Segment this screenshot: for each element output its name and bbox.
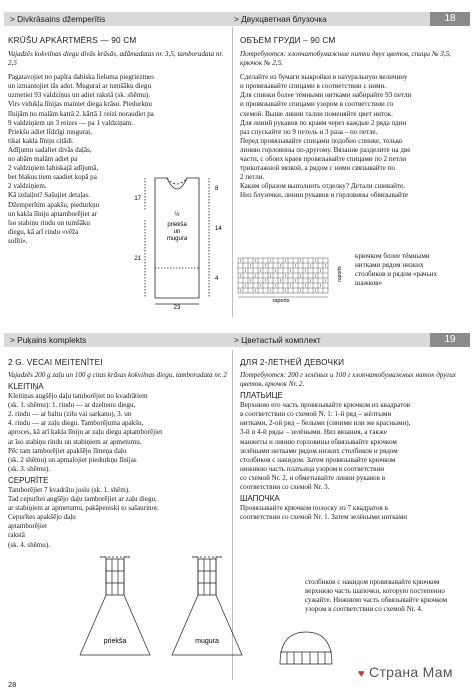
text-line: (sk. 1. shēmu): 1. rindu — ar dzeltenu diegu, xyxy=(8,401,136,410)
dim-label: 4 xyxy=(215,276,219,282)
text-line: no abām malām adiet pa xyxy=(8,155,78,164)
text-line: aptamborējiet xyxy=(8,522,47,531)
section-title-lv: > Puķains komplekts xyxy=(10,335,87,345)
lv2-sub-dress: KLEITIŅA xyxy=(8,382,44,392)
text-line: и провязывайте спицами узором в соответствии со xyxy=(240,100,394,109)
lv2-column xyxy=(8,358,228,550)
text-line: узором в соответствии со схемой Nr. 4. xyxy=(305,605,423,614)
lv2-sub-hat: CEPURĪTE xyxy=(8,475,49,485)
lv1-para1 xyxy=(8,73,228,128)
text-line: крючком более тёмными xyxy=(355,252,430,260)
text-line: Priekšu adiet līdzīgi mugurai, xyxy=(8,127,92,136)
diagram-label: priekša xyxy=(167,222,187,228)
text-line: линию горловины по-другому. Вязание разделите на две xyxy=(240,145,411,154)
text-line: верхнюю часть шапочки, которую постепенно xyxy=(305,587,445,596)
dress-back-label: mugura xyxy=(195,638,219,645)
section-bar-top xyxy=(4,12,470,26)
text-line: столбиков с накидом провязывайте крючком xyxy=(305,578,440,586)
dim-label: 23 xyxy=(173,305,181,310)
text-line: Низ блузочки, линии рукавов и горловины обвязывайте xyxy=(240,191,409,200)
lv2-para2 xyxy=(8,486,228,550)
text-line: un izmantojiet tās adot. Mugurai ar tumšāku diegu xyxy=(8,82,152,91)
text-line: трикотажной вязкой, а рядом с ними связывайте по xyxy=(240,164,395,173)
ru2-heading: ДЛЯ 2-ЛЕТНЕЙ ДЕВОЧКИ xyxy=(240,358,345,367)
text-line: манжеты и линию горловины обвязывайте крючком xyxy=(240,437,397,446)
text-line: Сделайте из бумаги выкройки в натуральную величину xyxy=(240,73,408,82)
dim-label: 17 xyxy=(134,196,141,202)
ru1-heading: ОБЪЕМ ГРУДИ – 90 СМ xyxy=(240,36,336,45)
page-number-badge: 19 xyxy=(430,333,470,347)
chart-label: raports xyxy=(272,298,290,304)
text-line: соответствии со схемой Nr. 3. xyxy=(240,483,330,492)
section-title-ru: > Цветастый комплект xyxy=(234,335,321,345)
text-line: Virs vidukļa līnijas mainiet diega krāsu. Piedurkņu xyxy=(8,100,152,109)
text-line: diegu, kā arī rindu «vēža xyxy=(8,227,79,236)
dress-front-label: priekša xyxy=(103,638,127,645)
text-line: Перед провязывайте спицами подобно спинке, только xyxy=(240,136,403,145)
text-line: Tamborējiet 7 kvadrātu joslu (sk. 1. shēm). xyxy=(8,485,130,494)
dim-label: 8 xyxy=(215,186,219,192)
text-line: Adījumu sadaliet divās daļās, xyxy=(8,145,92,154)
text-line: ar īso stabiņu rindu un stabiņiem ar apmetumu. xyxy=(8,437,142,446)
ru1-para3 xyxy=(355,252,470,288)
text-line: īso stabiņu rindu un tumšāku xyxy=(8,218,90,227)
ru2-para1 xyxy=(240,401,470,492)
text-line: aproces, kā arī kakla līniju ar zaļu diegu aptamborējiet xyxy=(8,428,163,437)
ru1-column xyxy=(240,36,470,201)
text-line: (sk. 2 shēmu) un apmalojiet piedurkņu līnijas xyxy=(8,455,137,464)
text-line: схемой. Выше линии талии поменяйте цвет ниток. xyxy=(240,109,393,118)
lv2-heading: 2 G. VECAI MEITENĪTEI xyxy=(8,358,103,367)
dim-label: 21 xyxy=(134,256,141,262)
text-line: Провязывайте крючком полоску из 7 квадратов в xyxy=(240,504,388,513)
diagram-label: un xyxy=(173,229,181,235)
text-line: со схемой Nr. 2, и обметывайте линии рукавов в xyxy=(240,473,386,482)
text-line: раз спускайте по 9 петель и 3 раза – по петле. xyxy=(240,127,378,136)
text-line: Для спинки более тёмными нитками набирайте 93 петли xyxy=(240,91,412,100)
heart-icon: ♥ xyxy=(358,668,365,680)
text-line: Tad cepurītei augšējo daļu tamborējiet ar zaļu diegu, xyxy=(8,495,157,504)
text-line: bet blakus tiem saadiet kopā pa xyxy=(8,173,97,182)
dim-label: ½ xyxy=(174,212,180,218)
text-line: 2. rindu — ar baltu (zilu vai sarkanu), 3. un xyxy=(8,410,132,419)
watermark xyxy=(358,664,453,680)
ru1-para2 xyxy=(240,182,470,200)
text-line: uzmetiet 93 valdziņus un adiet rakstā (sk. shēmu). xyxy=(8,91,151,100)
dim-label: 14 xyxy=(215,226,222,232)
ru1-para1 xyxy=(240,73,470,182)
text-line: līnijām no malām katrā 2. kārtā 1 reizi noraudiet pa xyxy=(8,109,154,118)
lv1-materials: Vajadzēs kokvilnas diegu divās krāsās, adāmadatas nr. 3,5, tamboradata nr. 2,5 xyxy=(8,50,224,68)
text-line: ar stabiņiem ar apmetumu, pakāpeniski to sašaurinot. xyxy=(8,504,159,513)
text-line: нижнюю часть платьица узором в соответствии xyxy=(240,464,385,473)
text-line: части, с обоих краев провязывайте спицами по 2 петли xyxy=(240,155,407,164)
text-line: 2 петли. xyxy=(240,173,265,182)
text-line: 3-й и 4-й ряды – зелёными. Низ вязания, а также xyxy=(240,428,387,437)
hat-diagram xyxy=(276,628,336,668)
diagram-label: mugura xyxy=(166,236,188,242)
dress-pattern-diagram xyxy=(70,555,245,675)
text-line: сужайте. Нижнюю часть обвязывайте крючком xyxy=(305,596,448,605)
ru1-materials: Потребуются: хлопчатобумажные нитки двух цветов, спицы № 3,5, крючок № 2,5. xyxy=(240,50,451,68)
text-line: нитками, 2-ой ряд – белыми (синими или же красными), xyxy=(240,419,411,428)
ru2-sub-hat: ШАПОЧКА xyxy=(240,494,280,504)
column-divider xyxy=(232,27,233,317)
ru2-para3 xyxy=(305,578,470,614)
page-number-badge: 18 xyxy=(430,12,470,26)
page-footer-number: 28 xyxy=(8,680,17,689)
ru2-sub-dress: ПЛАТЬИЦЕ xyxy=(240,391,283,401)
text-line: (sk. 3. shēmu). xyxy=(8,464,50,473)
lv1-heading: KRŪŠU APKĀRTMĒRS — 90 CM xyxy=(8,36,137,45)
text-line: зелёными нитками рядом низких столбиков и рядом xyxy=(240,446,398,455)
section-title-lv: > Divkrāsains džemperītis xyxy=(10,14,106,24)
text-line: и провязывайте спицами в соответствии с ними. xyxy=(240,82,387,91)
text-line: Верхнюю его часть провязывайте крючком из квадратов xyxy=(240,401,411,410)
text-line: Для линий рукавов по краям через каждые 2 ряда один xyxy=(240,118,407,127)
lv2-para1 xyxy=(8,392,228,474)
text-line: rakstā xyxy=(8,531,25,540)
text-line: Pagatavojiet no papīra dabiska lieluma piegrieztnes xyxy=(8,73,154,82)
sweater-pattern-diagram xyxy=(125,170,230,310)
ru2-column xyxy=(240,358,470,522)
text-line: столбиков и рядом «рачьих xyxy=(355,270,438,279)
text-line: 9 valdziņiem un 3 reizes — pa 1 valdziņam. xyxy=(8,118,134,127)
stitch-chart xyxy=(236,254,351,314)
text-line: 2 valdziņiem labiskajā adījumā, xyxy=(8,164,99,173)
text-line: Cepurītes apakšējo daļu xyxy=(8,513,76,522)
text-line: tikai kakla līniju citādi. xyxy=(8,136,74,145)
text-line: столбиков с накидом. Затем провязывайте крючком xyxy=(240,455,396,464)
text-line: Pēc tam tamborējiet apakšējo līmeņa daļu xyxy=(8,446,127,455)
text-line: нитками рядом низких xyxy=(355,261,424,270)
text-line: Džemperītim apakšu, piedurkņu xyxy=(8,200,100,209)
text-line: solīti». xyxy=(8,236,28,245)
text-line: (sk. 4. shēmu). xyxy=(8,540,50,549)
chart-side-label: raports xyxy=(337,266,343,282)
text-line: Kā izdaiļot? Sašujiet detaļas. xyxy=(8,191,90,200)
text-line: Kleitiņas augšējo daļu tamborējiet no kvadrātiem xyxy=(8,392,148,401)
text-line: 2 valdziņiem. xyxy=(8,182,47,191)
text-line: соответствии со схемой Nr. 1. Затем зелёными нитками xyxy=(240,513,407,522)
ru2-materials: Потребуются: 200 г зелёных и 100 г хлопчатобумажных ниток других цветов, крючок Nr. 2. xyxy=(240,371,456,389)
text-line: 4. rindu — ar zaļu diegu. Tamborējuma apakšu, xyxy=(8,419,144,428)
lv2-materials: Vajadzēs 200 g zaļu un 100 g citas krāsas kokvilnas diegu, tamboradata nr. 2 xyxy=(8,371,227,379)
section-title-ru: > Двухцветная блузочка xyxy=(234,14,327,24)
ru2-para2 xyxy=(240,504,470,522)
text-line: в соответствии со схемой N. 1: 1-й ряд – жёлтыми xyxy=(240,410,392,419)
section-bar-mid xyxy=(4,333,470,347)
text-line: Каким образом выполнить отделку? Детали сшивайте. xyxy=(240,182,405,191)
watermark-text: Страна Мам xyxy=(369,664,453,680)
text-line: шажков» xyxy=(355,279,383,288)
text-line: un kakla līniju aptamborējiet ar xyxy=(8,209,98,218)
